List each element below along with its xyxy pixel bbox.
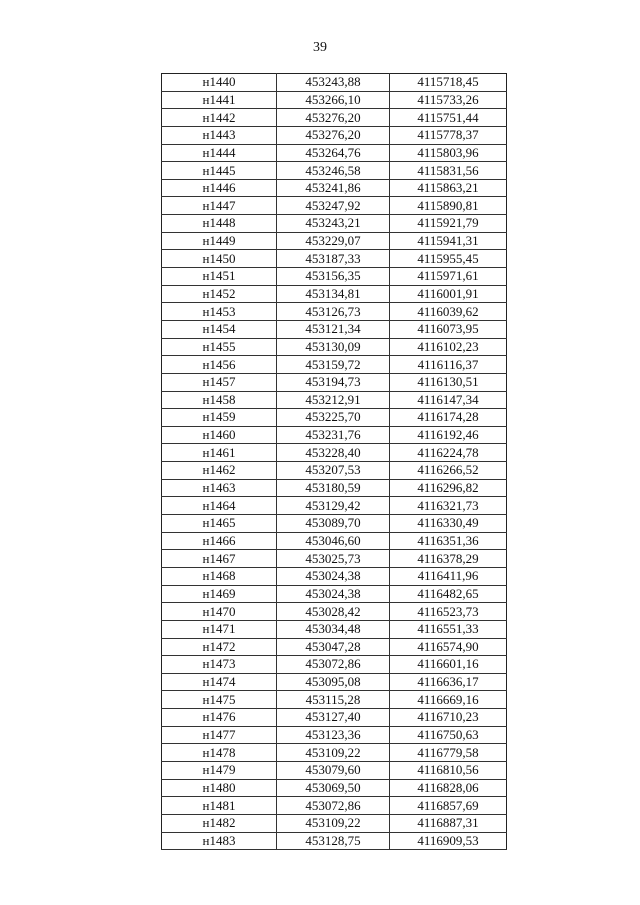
y-coordinate-cell: 4116909,53 [390, 832, 507, 850]
x-coordinate-cell: 453089,70 [277, 515, 390, 533]
table-row [162, 162, 507, 180]
page-number: 39 [313, 40, 327, 55]
point-id-cell: н1468 [162, 567, 277, 585]
point-id-cell: н1476 [162, 709, 277, 727]
table-row [162, 744, 507, 762]
x-coordinate-cell: 453264,76 [277, 144, 390, 162]
x-coordinate-cell: 453046,60 [277, 532, 390, 550]
point-id-cell: н1475 [162, 691, 277, 709]
table-row [162, 444, 507, 462]
y-coordinate-cell: 4116636,17 [390, 673, 507, 691]
point-id-cell: н1479 [162, 761, 277, 779]
x-coordinate-cell: 453126,73 [277, 303, 390, 321]
x-coordinate-cell: 453024,38 [277, 567, 390, 585]
table-row [162, 797, 507, 815]
table-row [162, 479, 507, 497]
x-coordinate-cell: 453225,70 [277, 409, 390, 427]
x-coordinate-cell: 453276,20 [277, 126, 390, 144]
point-id-cell: н1460 [162, 426, 277, 444]
x-coordinate-cell: 453243,88 [277, 74, 390, 92]
y-coordinate-cell: 4116810,56 [390, 761, 507, 779]
x-coordinate-cell: 453247,92 [277, 197, 390, 215]
table-row [162, 391, 507, 409]
table-row [162, 532, 507, 550]
point-id-cell: н1473 [162, 656, 277, 674]
point-id-cell: н1474 [162, 673, 277, 691]
y-coordinate-cell: 4116039,62 [390, 303, 507, 321]
point-id-cell: н1455 [162, 338, 277, 356]
table-row [162, 268, 507, 286]
point-id-cell: н1466 [162, 532, 277, 550]
table-row [162, 620, 507, 638]
x-coordinate-cell: 453047,28 [277, 638, 390, 656]
table-row [162, 91, 507, 109]
point-id-cell: н1459 [162, 409, 277, 427]
x-coordinate-cell: 453187,33 [277, 250, 390, 268]
y-coordinate-cell: 4116102,23 [390, 338, 507, 356]
x-coordinate-cell: 453134,81 [277, 285, 390, 303]
y-coordinate-cell: 4116828,06 [390, 779, 507, 797]
point-id-cell: н1458 [162, 391, 277, 409]
y-coordinate-cell: 4115955,45 [390, 250, 507, 268]
y-coordinate-cell: 4116321,73 [390, 497, 507, 515]
table-row [162, 638, 507, 656]
y-coordinate-cell: 4115718,45 [390, 74, 507, 92]
y-coordinate-cell: 4116266,52 [390, 462, 507, 480]
table-row [162, 179, 507, 197]
point-id-cell: н1465 [162, 515, 277, 533]
point-id-cell: н1463 [162, 479, 277, 497]
table-row [162, 74, 507, 92]
table-row [162, 567, 507, 585]
x-coordinate-cell: 453130,09 [277, 338, 390, 356]
x-coordinate-cell: 453079,60 [277, 761, 390, 779]
table-row [162, 832, 507, 850]
y-coordinate-cell: 4116147,34 [390, 391, 507, 409]
x-coordinate-cell: 453127,40 [277, 709, 390, 727]
y-coordinate-cell: 4115863,21 [390, 179, 507, 197]
table-row [162, 426, 507, 444]
x-coordinate-cell: 453034,48 [277, 620, 390, 638]
point-id-cell: н1478 [162, 744, 277, 762]
point-id-cell: н1483 [162, 832, 277, 850]
point-id-cell: н1471 [162, 620, 277, 638]
point-id-cell: н1462 [162, 462, 277, 480]
y-coordinate-cell: 4115890,81 [390, 197, 507, 215]
x-coordinate-cell: 453109,22 [277, 814, 390, 832]
y-coordinate-cell: 4116330,49 [390, 515, 507, 533]
x-coordinate-cell: 453159,72 [277, 356, 390, 374]
y-coordinate-cell: 4115778,37 [390, 126, 507, 144]
table-row [162, 726, 507, 744]
table-row [162, 285, 507, 303]
x-coordinate-cell: 453072,86 [277, 797, 390, 815]
y-coordinate-cell: 4116574,90 [390, 638, 507, 656]
y-coordinate-cell: 4116224,78 [390, 444, 507, 462]
y-coordinate-cell: 4115831,56 [390, 162, 507, 180]
table-row [162, 585, 507, 603]
y-coordinate-cell: 4115803,96 [390, 144, 507, 162]
table-row [162, 215, 507, 233]
table-row [162, 126, 507, 144]
table-row [162, 356, 507, 374]
y-coordinate-cell: 4116779,58 [390, 744, 507, 762]
table-row [162, 462, 507, 480]
point-id-cell: н1444 [162, 144, 277, 162]
point-id-cell: н1464 [162, 497, 277, 515]
y-coordinate-cell: 4115941,31 [390, 232, 507, 250]
coordinates-table [161, 73, 507, 850]
x-coordinate-cell: 453212,91 [277, 391, 390, 409]
point-id-cell: н1469 [162, 585, 277, 603]
point-id-cell: н1477 [162, 726, 277, 744]
x-coordinate-cell: 453128,75 [277, 832, 390, 850]
table-row [162, 232, 507, 250]
x-coordinate-cell: 453180,59 [277, 479, 390, 497]
table-row [162, 603, 507, 621]
x-coordinate-cell: 453156,35 [277, 268, 390, 286]
x-coordinate-cell: 453207,53 [277, 462, 390, 480]
table-row [162, 409, 507, 427]
y-coordinate-cell: 4116073,95 [390, 320, 507, 338]
point-id-cell: н1440 [162, 74, 277, 92]
point-id-cell: н1448 [162, 215, 277, 233]
table-row [162, 497, 507, 515]
point-id-cell: н1470 [162, 603, 277, 621]
x-coordinate-cell: 453246,58 [277, 162, 390, 180]
table-row [162, 515, 507, 533]
y-coordinate-cell: 4116411,96 [390, 567, 507, 585]
table-row [162, 814, 507, 832]
point-id-cell: н1443 [162, 126, 277, 144]
point-id-cell: н1461 [162, 444, 277, 462]
x-coordinate-cell: 453121,34 [277, 320, 390, 338]
x-coordinate-cell: 453123,36 [277, 726, 390, 744]
x-coordinate-cell: 453115,28 [277, 691, 390, 709]
point-id-cell: н1447 [162, 197, 277, 215]
point-id-cell: н1451 [162, 268, 277, 286]
x-coordinate-cell: 453243,21 [277, 215, 390, 233]
point-id-cell: н1454 [162, 320, 277, 338]
table-row [162, 320, 507, 338]
y-coordinate-cell: 4115751,44 [390, 109, 507, 127]
table-row [162, 109, 507, 127]
point-id-cell: н1481 [162, 797, 277, 815]
y-coordinate-cell: 4116378,29 [390, 550, 507, 568]
point-id-cell: н1450 [162, 250, 277, 268]
y-coordinate-cell: 4116601,16 [390, 656, 507, 674]
table-row [162, 338, 507, 356]
x-coordinate-cell: 453025,73 [277, 550, 390, 568]
point-id-cell: н1467 [162, 550, 277, 568]
y-coordinate-cell: 4116887,31 [390, 814, 507, 832]
y-coordinate-cell: 4115971,61 [390, 268, 507, 286]
point-id-cell: н1449 [162, 232, 277, 250]
table-row [162, 779, 507, 797]
table-row [162, 656, 507, 674]
point-id-cell: н1456 [162, 356, 277, 374]
x-coordinate-cell: 453069,50 [277, 779, 390, 797]
y-coordinate-cell: 4116669,16 [390, 691, 507, 709]
point-id-cell: н1472 [162, 638, 277, 656]
table-row [162, 673, 507, 691]
x-coordinate-cell: 453231,76 [277, 426, 390, 444]
x-coordinate-cell: 453194,73 [277, 373, 390, 391]
y-coordinate-cell: 4116750,63 [390, 726, 507, 744]
y-coordinate-cell: 4116296,82 [390, 479, 507, 497]
point-id-cell: н1480 [162, 779, 277, 797]
y-coordinate-cell: 4116192,46 [390, 426, 507, 444]
table-row [162, 709, 507, 727]
x-coordinate-cell: 453028,42 [277, 603, 390, 621]
y-coordinate-cell: 4116551,33 [390, 620, 507, 638]
table-row [162, 761, 507, 779]
point-id-cell: н1446 [162, 179, 277, 197]
y-coordinate-cell: 4115921,79 [390, 215, 507, 233]
x-coordinate-cell: 453095,08 [277, 673, 390, 691]
coordinates-table-body [162, 74, 507, 850]
y-coordinate-cell: 4116857,69 [390, 797, 507, 815]
y-coordinate-cell: 4116001,91 [390, 285, 507, 303]
x-coordinate-cell: 453129,42 [277, 497, 390, 515]
y-coordinate-cell: 4116174,28 [390, 409, 507, 427]
point-id-cell: н1457 [162, 373, 277, 391]
point-id-cell: н1482 [162, 814, 277, 832]
table-row [162, 303, 507, 321]
y-coordinate-cell: 4116710,23 [390, 709, 507, 727]
y-coordinate-cell: 4116116,37 [390, 356, 507, 374]
x-coordinate-cell: 453072,86 [277, 656, 390, 674]
point-id-cell: н1441 [162, 91, 277, 109]
y-coordinate-cell: 4116130,51 [390, 373, 507, 391]
x-coordinate-cell: 453266,10 [277, 91, 390, 109]
x-coordinate-cell: 453109,22 [277, 744, 390, 762]
x-coordinate-cell: 453228,40 [277, 444, 390, 462]
point-id-cell: н1452 [162, 285, 277, 303]
y-coordinate-cell: 4116523,73 [390, 603, 507, 621]
y-coordinate-cell: 4115733,26 [390, 91, 507, 109]
point-id-cell: н1442 [162, 109, 277, 127]
x-coordinate-cell: 453241,86 [277, 179, 390, 197]
table-row [162, 373, 507, 391]
table-row [162, 691, 507, 709]
point-id-cell: н1445 [162, 162, 277, 180]
x-coordinate-cell: 453024,38 [277, 585, 390, 603]
table-row [162, 144, 507, 162]
point-id-cell: н1453 [162, 303, 277, 321]
table-row [162, 250, 507, 268]
y-coordinate-cell: 4116482,65 [390, 585, 507, 603]
x-coordinate-cell: 453229,07 [277, 232, 390, 250]
x-coordinate-cell: 453276,20 [277, 109, 390, 127]
y-coordinate-cell: 4116351,36 [390, 532, 507, 550]
table-row [162, 197, 507, 215]
table-row [162, 550, 507, 568]
